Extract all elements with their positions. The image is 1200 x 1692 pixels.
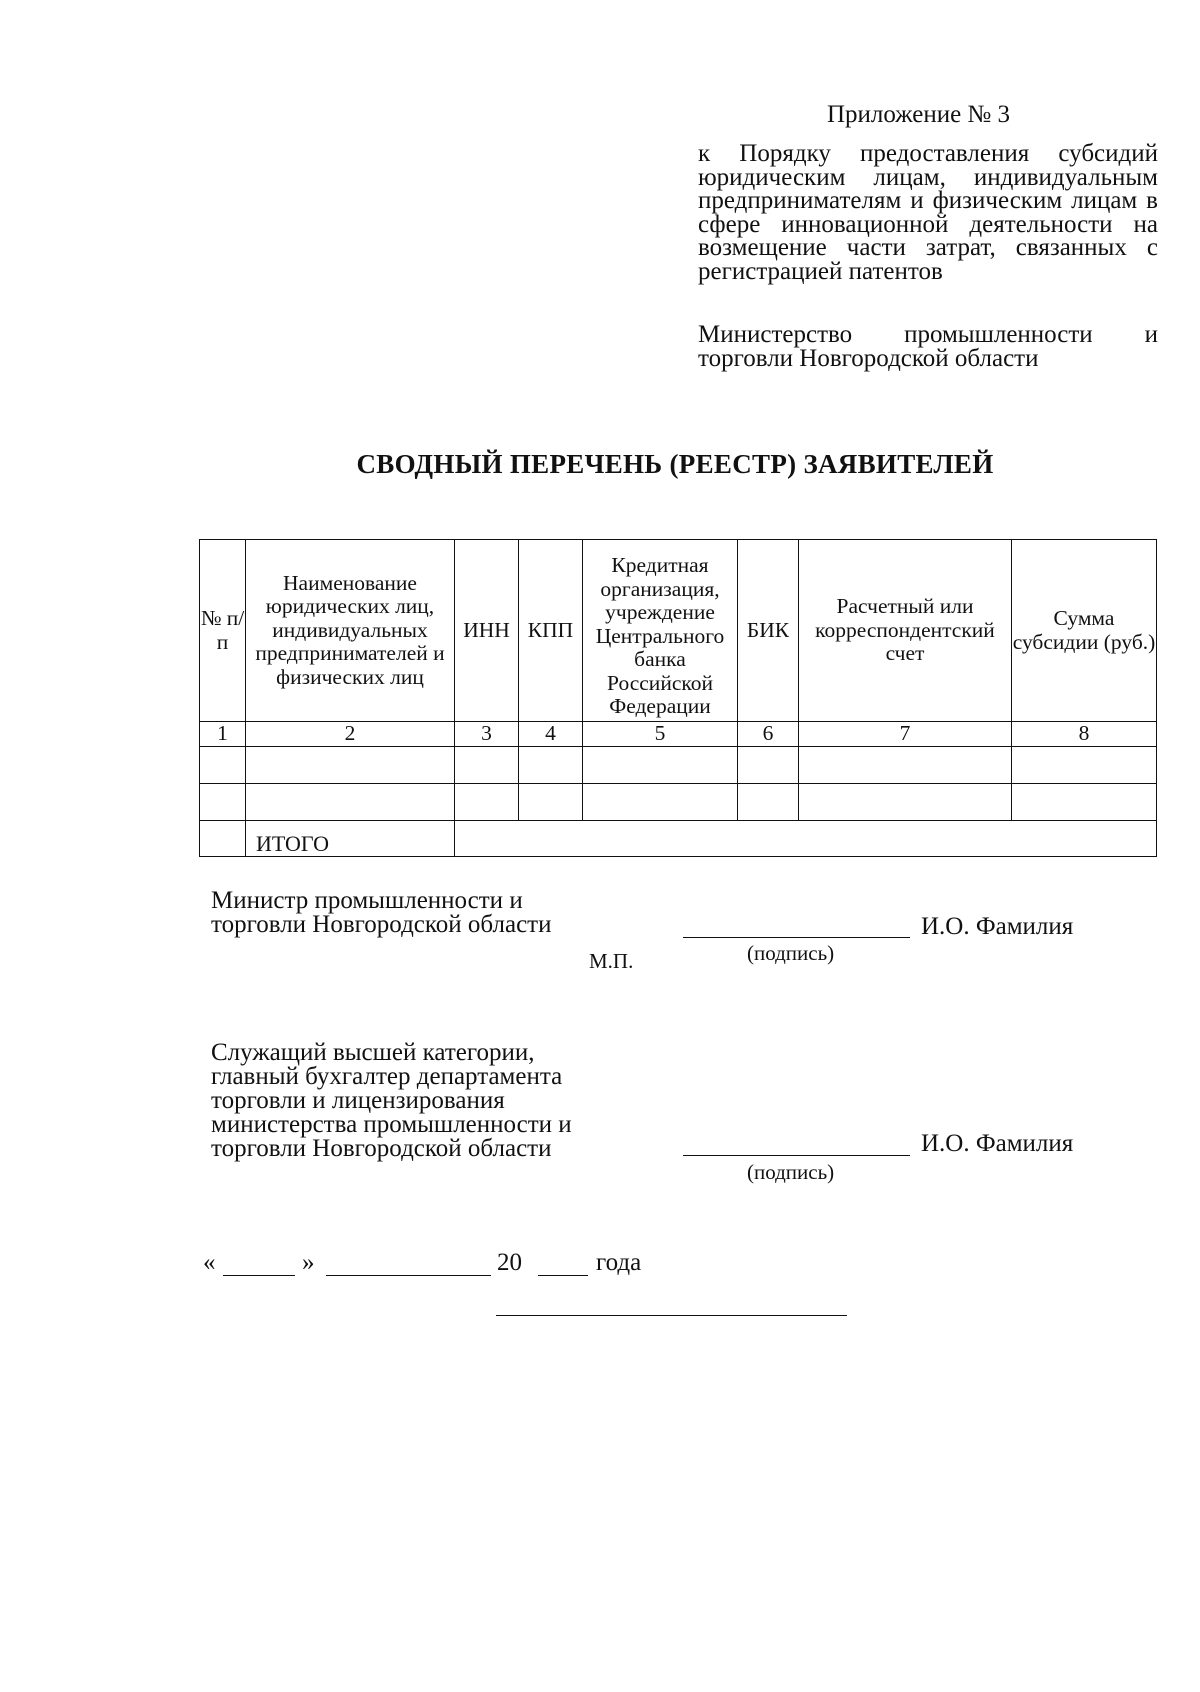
column-number: 4 [519,722,583,747]
table-cell [583,783,738,820]
accountant-signature-line [683,1155,910,1156]
date-open-quote: « [203,1249,216,1276]
bottom-blank-line [496,1315,847,1316]
column-number: 3 [455,722,519,747]
table-cell [738,783,799,820]
accountant-name: И.О. Фамилия [921,1130,1074,1157]
appendix-label: Приложение № 3 [827,101,1011,128]
table-row [200,783,1157,820]
total-value-cell [455,820,1157,856]
registry-table [199,539,1157,857]
table-cell [246,783,455,820]
header-kpp: КПП [519,540,583,722]
column-number: 6 [738,722,799,747]
table-cell [583,746,738,783]
date-century: 20 [497,1249,522,1276]
document-title: СВОДНЫЙ ПЕРЕЧЕНЬ (РЕЕСТР) ЗАЯВИТЕЛЕЙ [356,449,994,479]
header-account: Расчетный или корреспондентский счет [799,540,1012,722]
table-cell [519,783,583,820]
date-year-word: года [596,1249,642,1276]
header-applicant-name: Наименование юридических лиц, индивидуальных предпринимателей и физических лиц [246,540,455,722]
stamp-placeholder: М.П. [589,949,634,973]
appendix-description: к Порядку предоставления субсидий юридическим лицам, индивидуальным предпринимателям и физическим лицам в сфере инновационной деятельности на возмещение части затрат, связанных с регистрацией патентов [698,140,1158,285]
header-row-number: № п/п [200,540,246,722]
table-cell [519,746,583,783]
header-subsidy-amount: Сумма субсидии (руб.) [1012,540,1157,722]
header-bik: БИК [738,540,799,722]
minister-signature-caption: (подпись) [747,941,835,965]
header-credit-org-text: Кредитная организация, учреждение Центрального банка Российской Федерации [595,553,725,719]
table-cell [200,783,246,820]
table-cell [1012,746,1157,783]
column-number: 8 [1012,722,1157,747]
column-number: 1 [200,722,246,747]
total-row [200,820,1157,856]
minister-name: И.О. Фамилия [921,913,1074,940]
minister-title: Министр промышленности и торговли Новгородской области [211,887,552,938]
table-cell [738,746,799,783]
table-cell [455,746,519,783]
accountant-signature-caption: (подпись) [747,1160,835,1184]
day-blank [223,1275,295,1276]
column-number: 5 [583,722,738,747]
column-number-row [200,722,1157,747]
column-number: 7 [799,722,1012,747]
table-cell [799,783,1012,820]
minister-signature-line [683,937,910,938]
accountant-title: Служащий высшей категории, главный бухгалтер департамента торговли и лицензирования министерства промышленности и торговли Новгородской области [211,1039,572,1162]
header-credit-org [583,540,738,722]
table-cell [200,746,246,783]
recipient: Министерство промышленности и торговли Новгородской области [698,321,1158,372]
total-label: ИТОГО [246,820,455,856]
table-cell [246,746,455,783]
month-blank [326,1275,491,1276]
table-cell [1012,783,1157,820]
date-close-quote: » [302,1249,315,1276]
table-header-row [200,540,1157,722]
year-blank [538,1275,588,1276]
header-inn: ИНН [455,540,519,722]
table-cell [200,820,246,856]
column-number: 2 [246,722,455,747]
table-cell [799,746,1012,783]
table-cell [455,783,519,820]
table-row [200,746,1157,783]
